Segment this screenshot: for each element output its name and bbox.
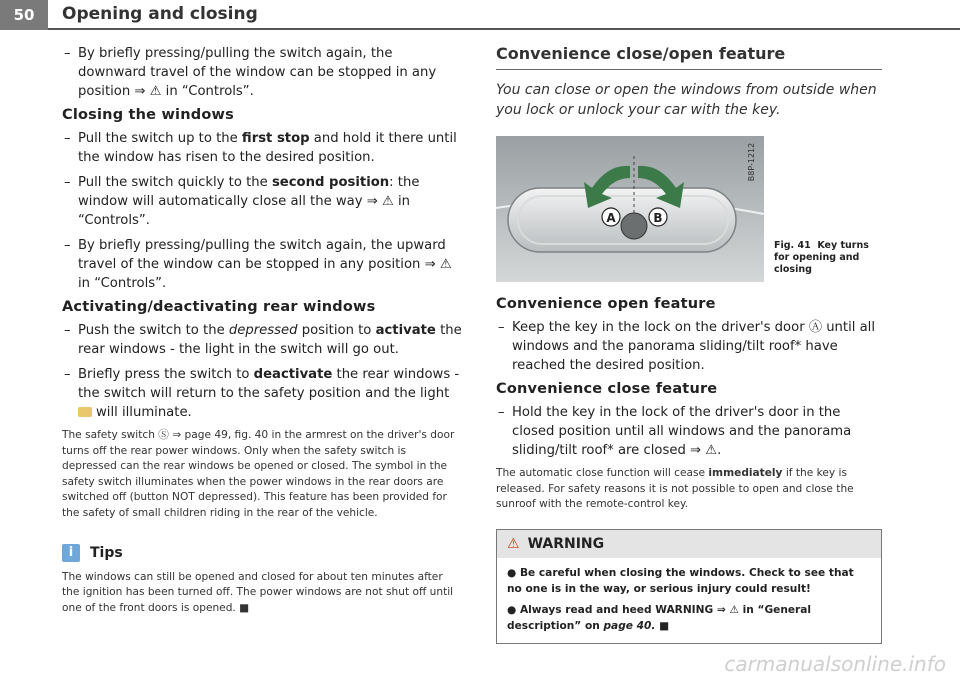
warning-triangle-icon: ⚠: [507, 535, 520, 552]
info-icon: i: [62, 544, 80, 562]
list-item: – Keep the key in the lock on the driver's door Ⓐ until all windows and the panorama sliding/tilt roof* have reached the desired position.: [496, 318, 882, 375]
title-rule: [496, 69, 882, 70]
watermark: carmanualsonline.info: [724, 652, 946, 676]
label-a: A: [606, 211, 616, 225]
close-feature-heading: Convenience close feature: [496, 381, 718, 397]
child-lock-light-icon: [78, 407, 92, 417]
list-item: – Briefly press the switch to deactivate the rear windows - the switch will return to the safety position and the light will illuminate.: [62, 365, 462, 422]
tips-label: Tips: [90, 544, 123, 561]
figure-row: [496, 136, 882, 282]
section-title: Convenience close/open feature: [496, 44, 786, 63]
warning-title: WARNING: [527, 535, 605, 552]
warning-body: [497, 558, 881, 643]
header-rule: [48, 28, 960, 30]
rear-windows-heading: Activating/deactivating rear windows: [62, 299, 376, 315]
figure-code: B8P-1212: [747, 142, 756, 182]
section-header: Opening and closing: [62, 4, 258, 24]
figure-caption: [774, 240, 882, 282]
auto-close-note: The automatic close function will cease immediately if the key is released. For safety reasons it is not possible to open and close the sunroof with the remote-control key.: [496, 467, 854, 511]
door-handle-illustration: [496, 136, 764, 282]
left-column: [62, 44, 462, 616]
label-b: B: [653, 211, 663, 225]
close-list: [496, 403, 882, 460]
open-list: [496, 318, 882, 375]
warning-item: ● Always read and heed WARNING ⇒ ⚠ in “General description” on page 40. ■: [507, 603, 812, 632]
intro-text: You can close or open the windows from outside when you lock or unlock your car with the key.: [496, 82, 877, 118]
list-item: – Pull the switch quickly to the second position: the window will automatically close all the way ⇒ ⚠ in “Controls”.: [62, 173, 462, 230]
tips-text: The windows can still be opened and closed for about ten minutes after the ignition has been turned off. The power windows are not shut off until one of the front doors is opened. ■: [62, 570, 454, 614]
intro-list: [62, 44, 462, 101]
list-item: – Pull the switch up to the first stop and hold it there until the window has risen to the desired position.: [62, 129, 462, 167]
door-handle-figure: [496, 136, 764, 282]
right-column: [496, 44, 882, 644]
page-number: 50: [0, 0, 48, 30]
caption-text: Fig. 41 Key turns for opening and closing: [774, 240, 869, 275]
list-item: – By briefly pressing/pulling the switch again, the upward travel of the window can be stopped in any position ⇒ ⚠ in “Controls”.: [62, 236, 462, 293]
list-item: – Push the switch to the depressed position to activate the rear windows - the light in the switch will go out.: [62, 321, 462, 359]
rear-list: [62, 321, 462, 422]
closing-list: [62, 129, 462, 293]
closing-heading: Closing the windows: [62, 107, 234, 123]
list-item: – By briefly pressing/pulling the switch again, the downward travel of the window can be stopped in any position ⇒ ⚠ in “Controls”.: [62, 44, 462, 101]
warning-box: [496, 529, 882, 644]
list-item: – Hold the key in the lock of the driver's door in the closed position until all windows and the panorama sliding/tilt roof* are closed ⇒ ⚠.: [496, 403, 882, 460]
tips-title: [62, 544, 462, 562]
warning-header: [497, 530, 881, 558]
warning-item: ● Be careful when closing the windows. Check to see that no one is in the way, or serious injury could result!: [507, 566, 854, 595]
open-feature-heading: Convenience open feature: [496, 296, 716, 312]
safety-switch-note: The safety switch Ⓢ ⇒ page 49, fig. 40 in the armrest on the driver's door turns off the rear power windows. Only when the safety switch is depressed can the rear windows be opened or closed. The symbol in the safety switch illuminates when the power windows in the rear doors are switched off (button NOT depressed). This feature has been provided for the safety of small children riding in the rear of the vehicle.: [62, 429, 455, 519]
